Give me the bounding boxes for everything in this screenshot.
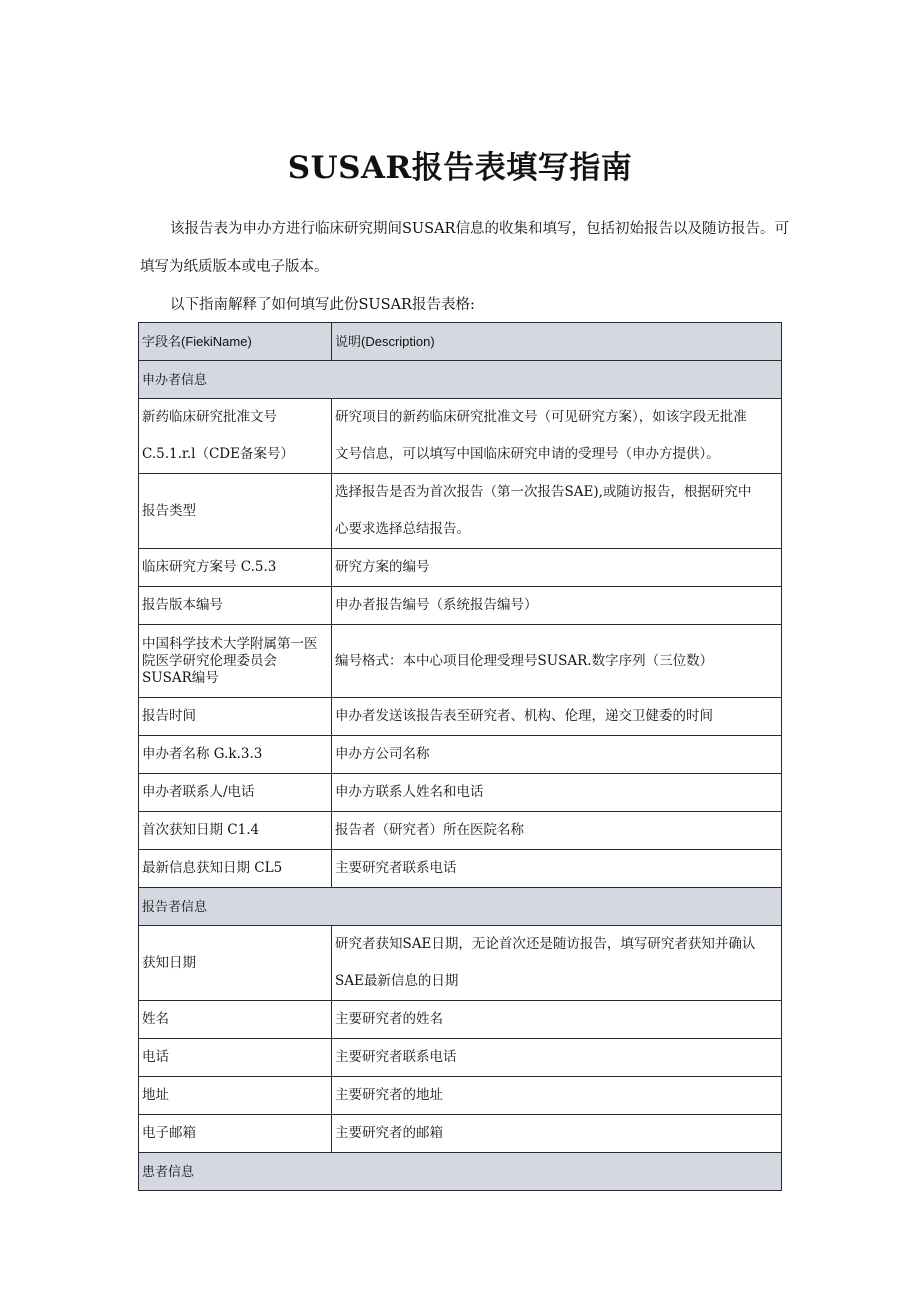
field-name-line: 最新信息获知日期 CL5 [142, 860, 283, 876]
table-body [139, 361, 782, 1191]
table-row [139, 549, 782, 587]
table-row [139, 625, 782, 698]
description-line: 研究者获知SAE日期，无论首次还是随访报告，填写研究者获知并确认 [335, 936, 756, 952]
field-name-cell [139, 774, 332, 812]
field-name-line: 院医学研究伦理委员会 [142, 652, 277, 669]
field-name-cell [139, 926, 332, 1001]
description-line: 申办方联系人姓名和电话 [335, 784, 484, 800]
field-name-line: 新药临床研究批准文号 [142, 409, 277, 425]
document-title: SUSAR报告表填写指南 [287, 150, 633, 186]
section-heading-row [139, 361, 782, 399]
field-name-line: 临床研究方案号 C.5.3 [142, 559, 277, 575]
table-row [139, 1001, 782, 1039]
field-name-cell [139, 549, 332, 587]
table-row [139, 1077, 782, 1115]
table-row [139, 587, 782, 625]
description-cell [332, 625, 782, 698]
table-row [139, 1115, 782, 1153]
field-name-cell [139, 736, 332, 774]
section-heading-row [139, 888, 782, 926]
field-name-line: 申办者联系人/电话 [142, 784, 255, 800]
description-line: 心要求选择总结报告。 [335, 521, 470, 537]
field-name-cell [139, 1001, 332, 1039]
description-cell [332, 698, 782, 736]
section-heading: 患者信息 [139, 1153, 782, 1191]
description-cell [332, 736, 782, 774]
table-row [139, 812, 782, 850]
description-line: 研究项目的新药临床研究批准文号（可见研究方案），如该字段无批准 [335, 409, 747, 425]
description-cell [332, 774, 782, 812]
field-name-line: 首次获知日期 C1.4 [142, 822, 260, 838]
field-name-cell [139, 587, 332, 625]
description-cell [332, 474, 782, 549]
description-cell [332, 850, 782, 888]
section-heading: 报告者信息 [139, 888, 782, 926]
table-row [139, 850, 782, 888]
field-name-line: 姓名 [142, 1011, 169, 1027]
description-line: 编号格式：本中心项目伦理受理号SUSAR.数字序列（三位数） [335, 652, 714, 669]
section-heading-row [139, 1153, 782, 1191]
description-line: 主要研究者联系电话 [335, 1049, 457, 1065]
description-cell [332, 549, 782, 587]
description-line: 申办者发送该报告表至研究者、机构、伦理，递交卫健委的时间 [335, 708, 713, 724]
table-row [139, 474, 782, 549]
field-name-cell [139, 625, 332, 698]
field-guide-table [138, 322, 782, 1191]
description-cell [332, 1077, 782, 1115]
description-line: 主要研究者的地址 [335, 1087, 443, 1103]
table-header-row [139, 323, 782, 361]
field-name-line: 报告时间 [142, 708, 196, 724]
table-row [139, 399, 782, 474]
field-name-line: 中国科学技术大学附属第一医 [142, 635, 318, 652]
column-header-description: 说明(Description) [332, 323, 782, 361]
field-name-line: 获知日期 [142, 954, 196, 971]
description-line: 文号信息，可以填写中国临床研究申请的受理号（申办方提供）。 [335, 446, 720, 462]
description-cell [332, 1001, 782, 1039]
field-name-cell [139, 399, 332, 474]
table-row [139, 774, 782, 812]
field-name-line: 申办者名称 G.k.3.3 [142, 746, 263, 762]
field-name-line: C.5.1.r.l（CDE备案号） [142, 446, 294, 462]
field-name-cell [139, 1077, 332, 1115]
field-name-cell [139, 1115, 332, 1153]
intro-paragraph-2: 以下指南解释了如何填写此份SUSAR报告表格: [170, 297, 475, 313]
description-cell [332, 1115, 782, 1153]
description-line: 主要研究者的姓名 [335, 1011, 443, 1027]
field-name-cell [139, 698, 332, 736]
description-line: 选择报告是否为首次报告（第一次报告SAE),或随访报告，根据研究中 [335, 484, 752, 500]
field-name-line: SUSAR编号 [142, 669, 219, 686]
table-row [139, 1039, 782, 1077]
field-name-cell [139, 474, 332, 549]
description-cell [332, 587, 782, 625]
table-row [139, 736, 782, 774]
field-name-line: 电话 [142, 1049, 169, 1065]
field-name-line: 报告版本编号 [142, 597, 223, 613]
description-cell [332, 926, 782, 1001]
description-cell [332, 399, 782, 474]
table-row [139, 698, 782, 736]
table-row [139, 926, 782, 1001]
description-line: SAE最新信息的日期 [335, 973, 459, 989]
field-name-cell [139, 812, 332, 850]
column-header-field-name: 字段名(FiekiName) [139, 323, 332, 361]
description-line: 主要研究者联系电话 [335, 860, 457, 876]
description-cell [332, 812, 782, 850]
field-name-cell [139, 1039, 332, 1077]
description-line: 申办方公司名称 [335, 746, 430, 762]
description-line: 申办者报告编号（系统报告编号） [335, 597, 538, 613]
field-name-line: 报告类型 [142, 502, 196, 519]
field-name-line: 电子邮箱 [142, 1125, 196, 1141]
description-line: 主要研究者的邮箱 [335, 1125, 443, 1141]
field-name-line: 地址 [142, 1087, 169, 1103]
section-heading: 申办者信息 [139, 361, 782, 399]
description-cell [332, 1039, 782, 1077]
field-name-cell [139, 850, 332, 888]
description-line: 研究方案的编号 [335, 559, 430, 575]
intro-paragraph: 该报告表为申办方进行临床研究期间SUSAR信息的收集和填写，包括初始报告以及随访报告。可填写为纸质版本或电子版本。 [140, 221, 789, 275]
description-line: 报告者（研究者）所在医院名称 [335, 822, 524, 838]
